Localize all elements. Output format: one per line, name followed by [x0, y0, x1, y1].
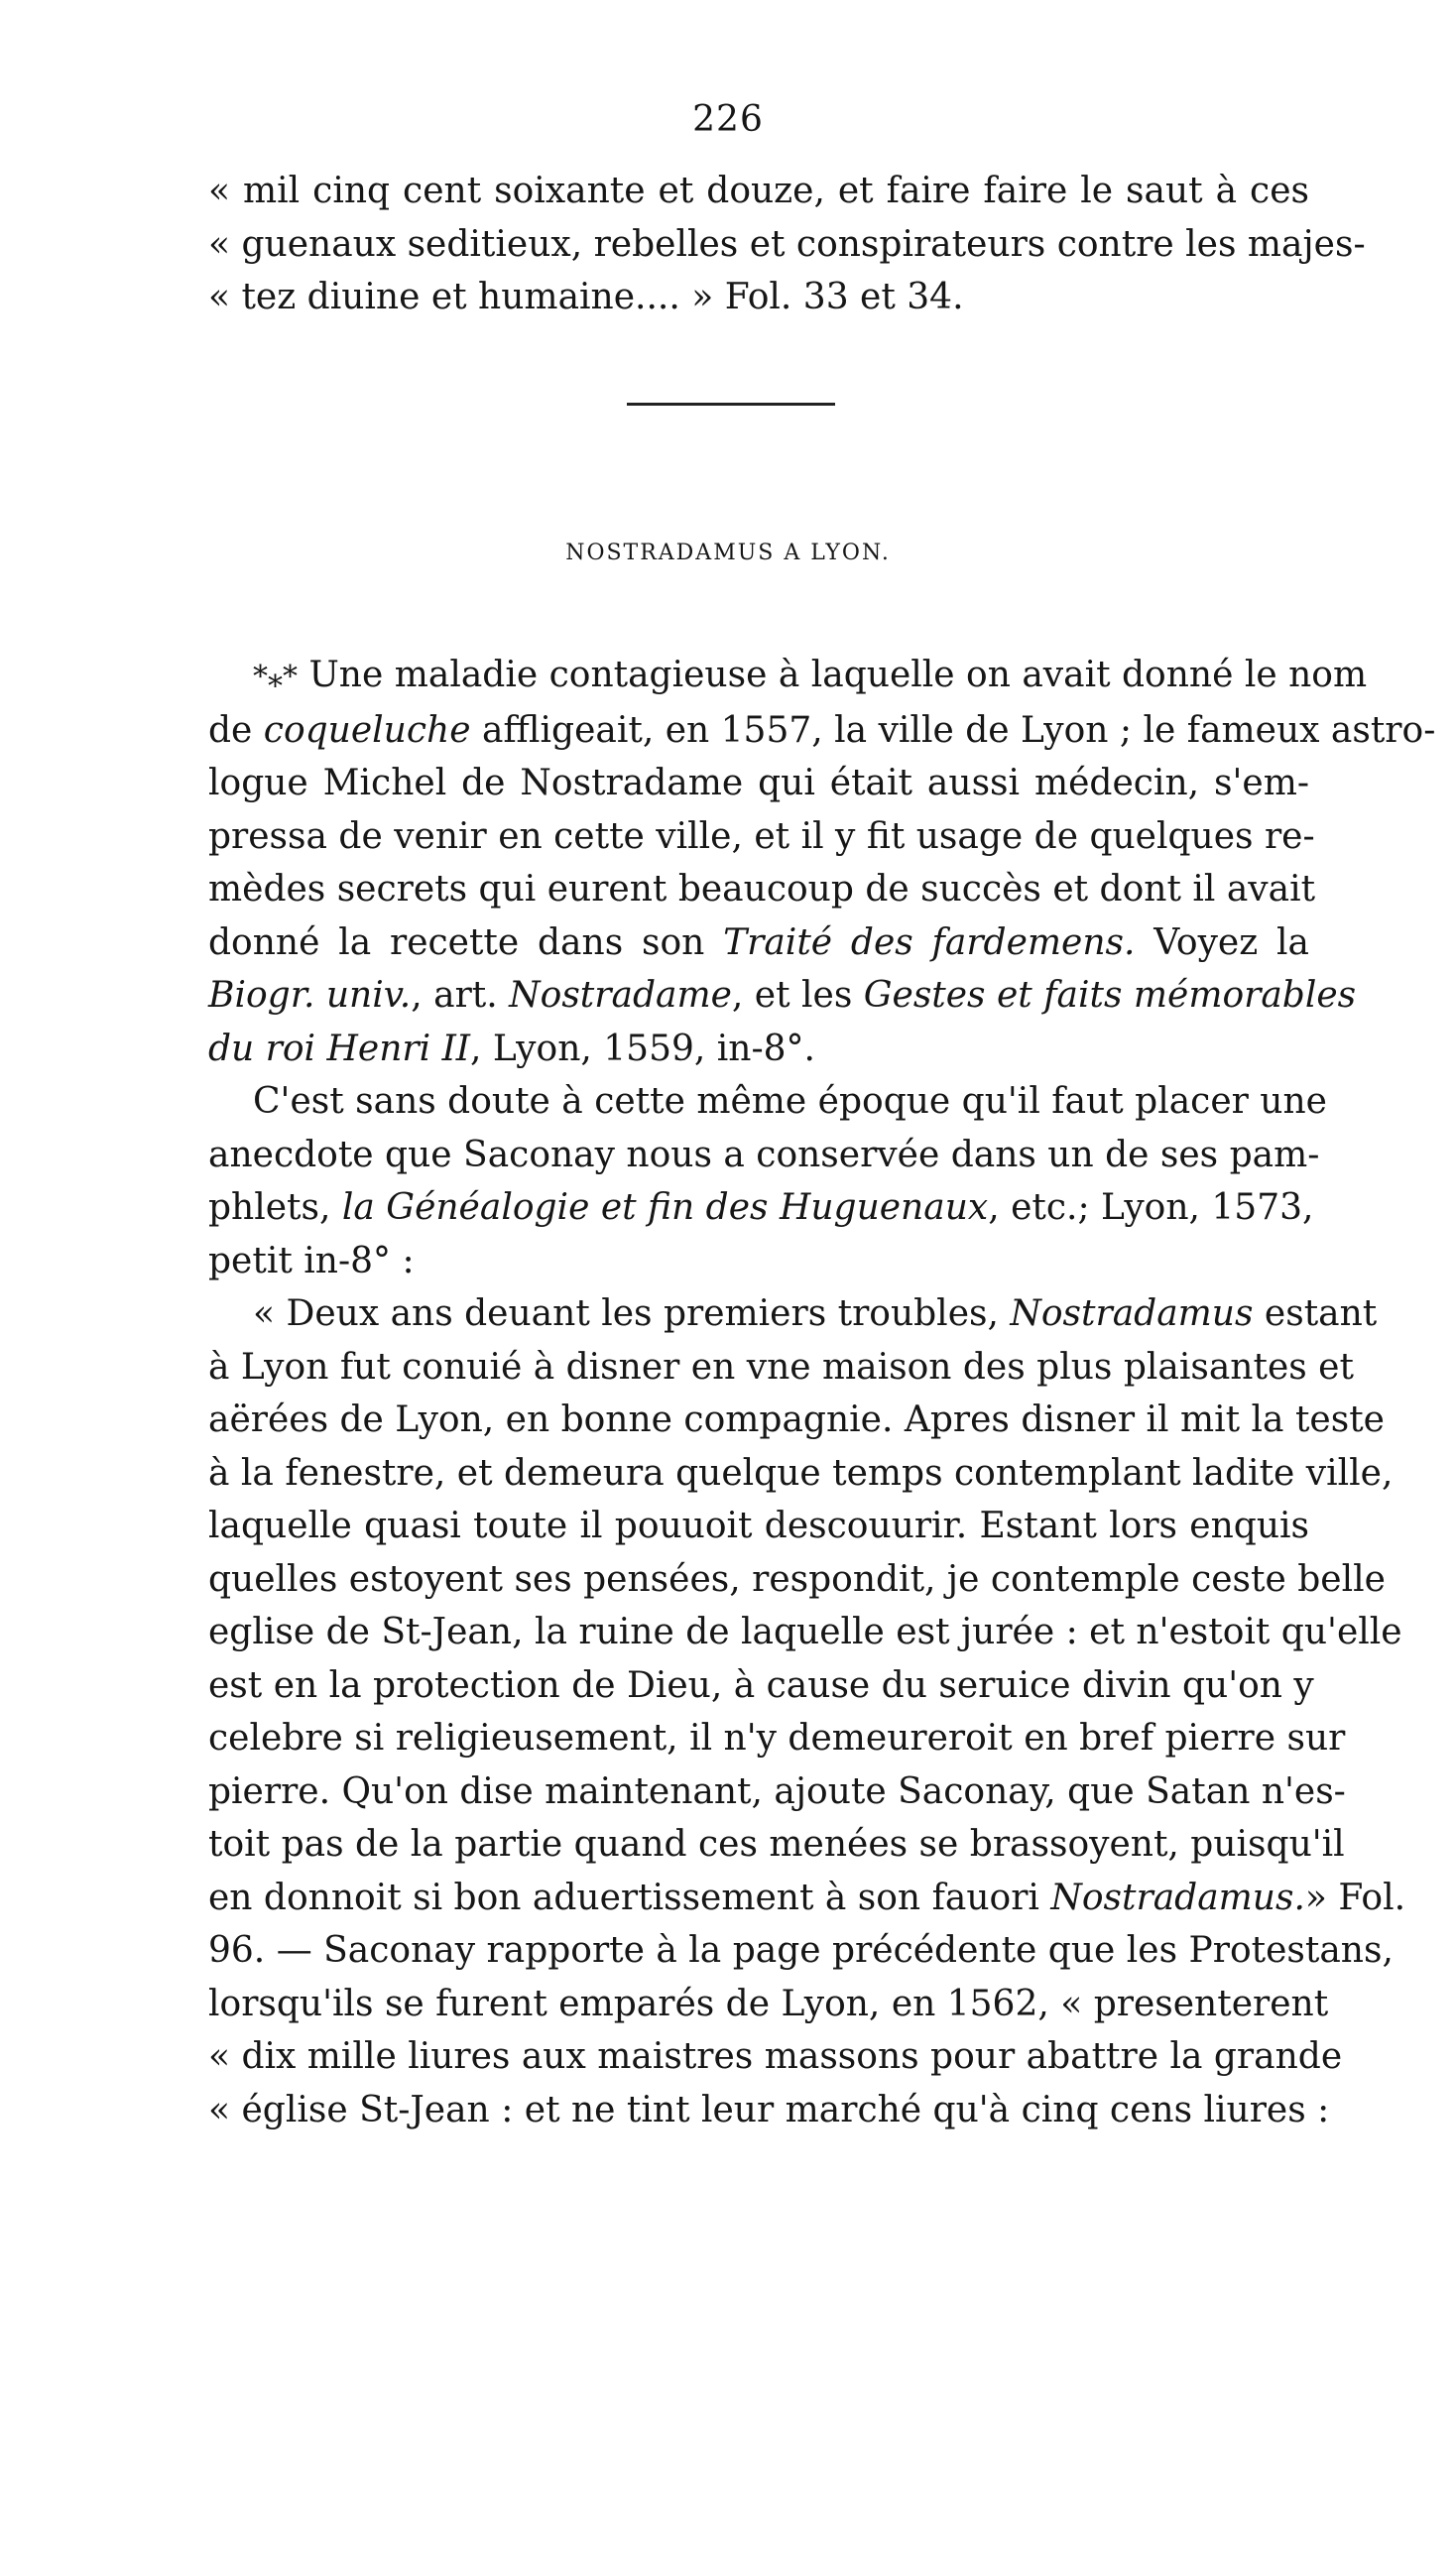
text-line: pierre. Qu'on dise maintenant, ajoute Saconay, que Satan n'es-: [208, 1770, 1346, 1812]
paragraph-3-line-1: « Deux ans deuant les premiers troubles, Nostradamus estant: [253, 1293, 1378, 1334]
text-line: anecdote que Saconay nous a conservée dans un de ses pam-: [208, 1134, 1320, 1175]
text-line: laquelle quasi toute il pouuoit descouurir. Estant lors enquis: [208, 1506, 1309, 1546]
quotation-continuation: [208, 165, 1366, 324]
section-heading: NOSTRADAMUS A LYON.: [565, 541, 891, 565]
text-line: petit in-8° :: [208, 1240, 415, 1281]
text-line: en donnoit si bon aduertissement à son fauori Nostradamus.» Fol.: [208, 1877, 1406, 1918]
body-text: [208, 649, 1436, 2136]
text-line: toit pas de la partie quand ces menées se brassoyent, puisqu'il: [208, 1824, 1345, 1865]
asterism-mark: *⁎*: [253, 660, 298, 694]
text-line: 96. — Saconay rapporte à la page précédente que les Protestans,: [208, 1930, 1394, 1971]
text-line: celebre si religieusement, il n'y demeureroit en bref pierre sur: [208, 1718, 1346, 1759]
text-line: pressa de venir en cette ville, et il y fit usage de quelques re-: [208, 815, 1315, 857]
text-line: phlets, la Généalogie et fin des Huguenaux, etc.; Lyon, 1573,: [208, 1187, 1314, 1228]
text-line: est en la protection de Dieu, à cause du seruice divin qu'on y: [208, 1664, 1314, 1706]
text-line: aërées de Lyon, en bonne compagnie. Apres disner il mit la teste: [208, 1399, 1385, 1440]
text-line: « mil cinq cent soixante et douze, et faire faire le saut à ces: [208, 171, 1309, 211]
text-line: « tez diuine et humaine.... » Fol. 33 et 34.: [208, 277, 964, 317]
text-line: « guenaux seditieux, rebelles et conspirateurs contre les majes-: [208, 223, 1366, 265]
text-line: à la fenestre, et demeura quelque temps contemplant ladite ville,: [208, 1452, 1394, 1494]
text-line: « église St-Jean : et ne tint leur marché qu'à cinq cens liures :: [208, 2089, 1330, 2130]
page-number: 226: [692, 99, 764, 140]
text-line: Biogr. univ., art. Nostradame, et les Gestes et faits mémorables: [208, 975, 1357, 1016]
paragraph-2-line-1: C'est sans doute à cette même époque qu'il faut placer une: [253, 1081, 1327, 1122]
text-line: logue Michel de Nostradame qui était aussi médecin, s'em-: [208, 763, 1309, 803]
text-line: eglise de St-Jean, la ruine de laquelle est jurée : et n'estoit qu'elle: [208, 1612, 1402, 1652]
text-line: à Lyon fut conuié à disner en vne maison des plus plaisantes et: [208, 1346, 1354, 1388]
section-divider: [627, 403, 835, 406]
text-line: donné la recette dans son Traité des fardemens. Voyez la: [208, 921, 1309, 963]
text-line: quelles estoyent ses pensées, respondit, je contemple ceste belle: [208, 1558, 1386, 1600]
text-line: mèdes secrets qui eurent beaucoup de succès et dont il avait: [208, 869, 1316, 910]
text-line: du roi Henri II, Lyon, 1559, in-8°.: [208, 1028, 815, 1069]
text-line: lorsqu'ils se furent emparés de Lyon, en 1562, « presenterent: [208, 1983, 1329, 2024]
paragraph-1-line-1: *⁎* Une maladie contagieuse à laquelle on avait donné le nom: [253, 655, 1368, 695]
text-line: de coqueluche affligeait, en 1557, la ville de Lyon ; le fameux astro-: [208, 709, 1436, 751]
text-line: « dix mille liures aux maistres massons pour abattre la grande: [208, 2036, 1343, 2077]
